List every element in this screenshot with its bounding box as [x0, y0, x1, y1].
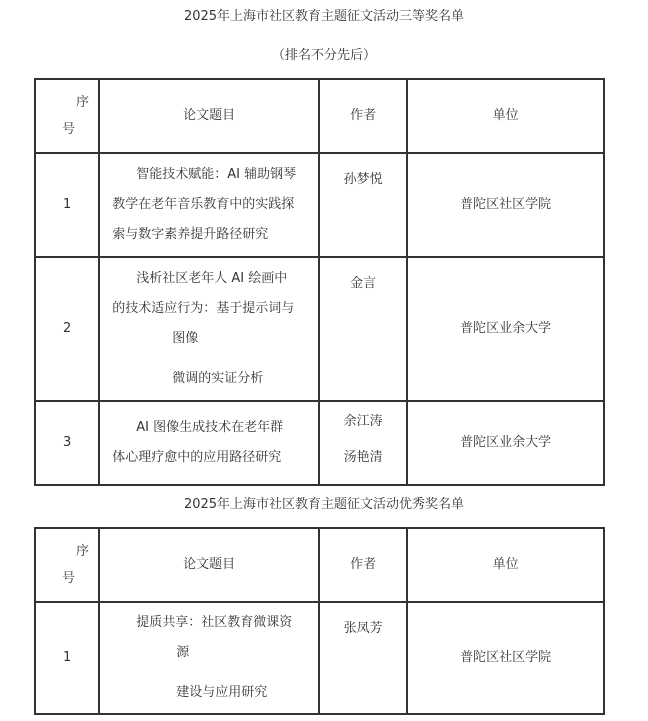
title-line: 微调的实证分析	[172, 371, 264, 386]
row-author	[319, 602, 407, 714]
row-unit: 普陀区社区学院	[407, 602, 604, 714]
row-no: 3	[35, 401, 99, 485]
row-title	[99, 153, 319, 257]
author-name: 金言	[350, 276, 377, 291]
header-unit: 单位	[407, 79, 604, 153]
header-no-line1: 序	[76, 544, 90, 559]
title-line: 的技术适应行为：基于提示词与	[112, 301, 295, 316]
header-author: 作者	[319, 528, 407, 602]
row-author	[319, 153, 407, 257]
title-line: 体心理疗愈中的应用路径研究	[112, 450, 282, 465]
title-line: 浅析社区老年人 AI 绘画中	[136, 271, 288, 286]
ranking-note: （排名不分先后）	[271, 48, 376, 63]
row-title	[99, 401, 319, 485]
title-line: AI 图像生成技术在老年群	[136, 420, 284, 435]
title-line: 教学在老年音乐教育中的实践探	[112, 197, 295, 212]
header-no	[35, 528, 99, 602]
author-name: 余江涛	[343, 414, 383, 429]
third-prize-title: 2025年上海市社区教育主题征文活动三等奖名单	[183, 9, 465, 24]
title-line: 源	[176, 645, 190, 660]
title-line: 建设与应用研究	[176, 685, 268, 700]
header-author: 作者	[319, 79, 407, 153]
title-line: 提质共享：社区教育微课资	[136, 615, 293, 630]
title-line: 智能技术赋能：AI 辅助钢琴	[136, 167, 297, 182]
table-header-row	[35, 528, 604, 602]
excellence-prize-table	[34, 527, 605, 715]
header-no-line1: 序	[76, 95, 90, 110]
author-name: 孙梦悦	[343, 172, 383, 187]
header-no	[35, 79, 99, 153]
row-unit: 普陀区社区学院	[407, 153, 604, 257]
third-prize-table	[34, 78, 605, 486]
table-header-row	[35, 79, 604, 153]
title-line: 图像	[172, 331, 199, 346]
header-no-line2: 号	[62, 122, 76, 137]
table-row	[35, 257, 604, 401]
author-name: 汤艳清	[343, 450, 383, 465]
author-name: 张凤芳	[343, 621, 383, 636]
excellence-prize-title: 2025年上海市社区教育主题征文活动优秀奖名单	[183, 497, 465, 512]
table-row	[35, 602, 604, 714]
row-author	[319, 257, 407, 401]
row-no: 1	[35, 153, 99, 257]
row-no: 2	[35, 257, 99, 401]
row-unit: 普陀区业余大学	[407, 401, 604, 485]
header-title: 论文题目	[99, 79, 319, 153]
table-row	[35, 401, 604, 485]
row-title	[99, 602, 319, 714]
row-unit: 普陀区业余大学	[407, 257, 604, 401]
table-row	[35, 153, 604, 257]
row-title	[99, 257, 319, 401]
header-unit: 单位	[407, 528, 604, 602]
header-title: 论文题目	[99, 528, 319, 602]
header-no-line2: 号	[62, 571, 76, 586]
row-no: 1	[35, 602, 99, 714]
title-line: 索与数字素养提升路径研究	[112, 227, 269, 242]
row-author	[319, 401, 407, 485]
